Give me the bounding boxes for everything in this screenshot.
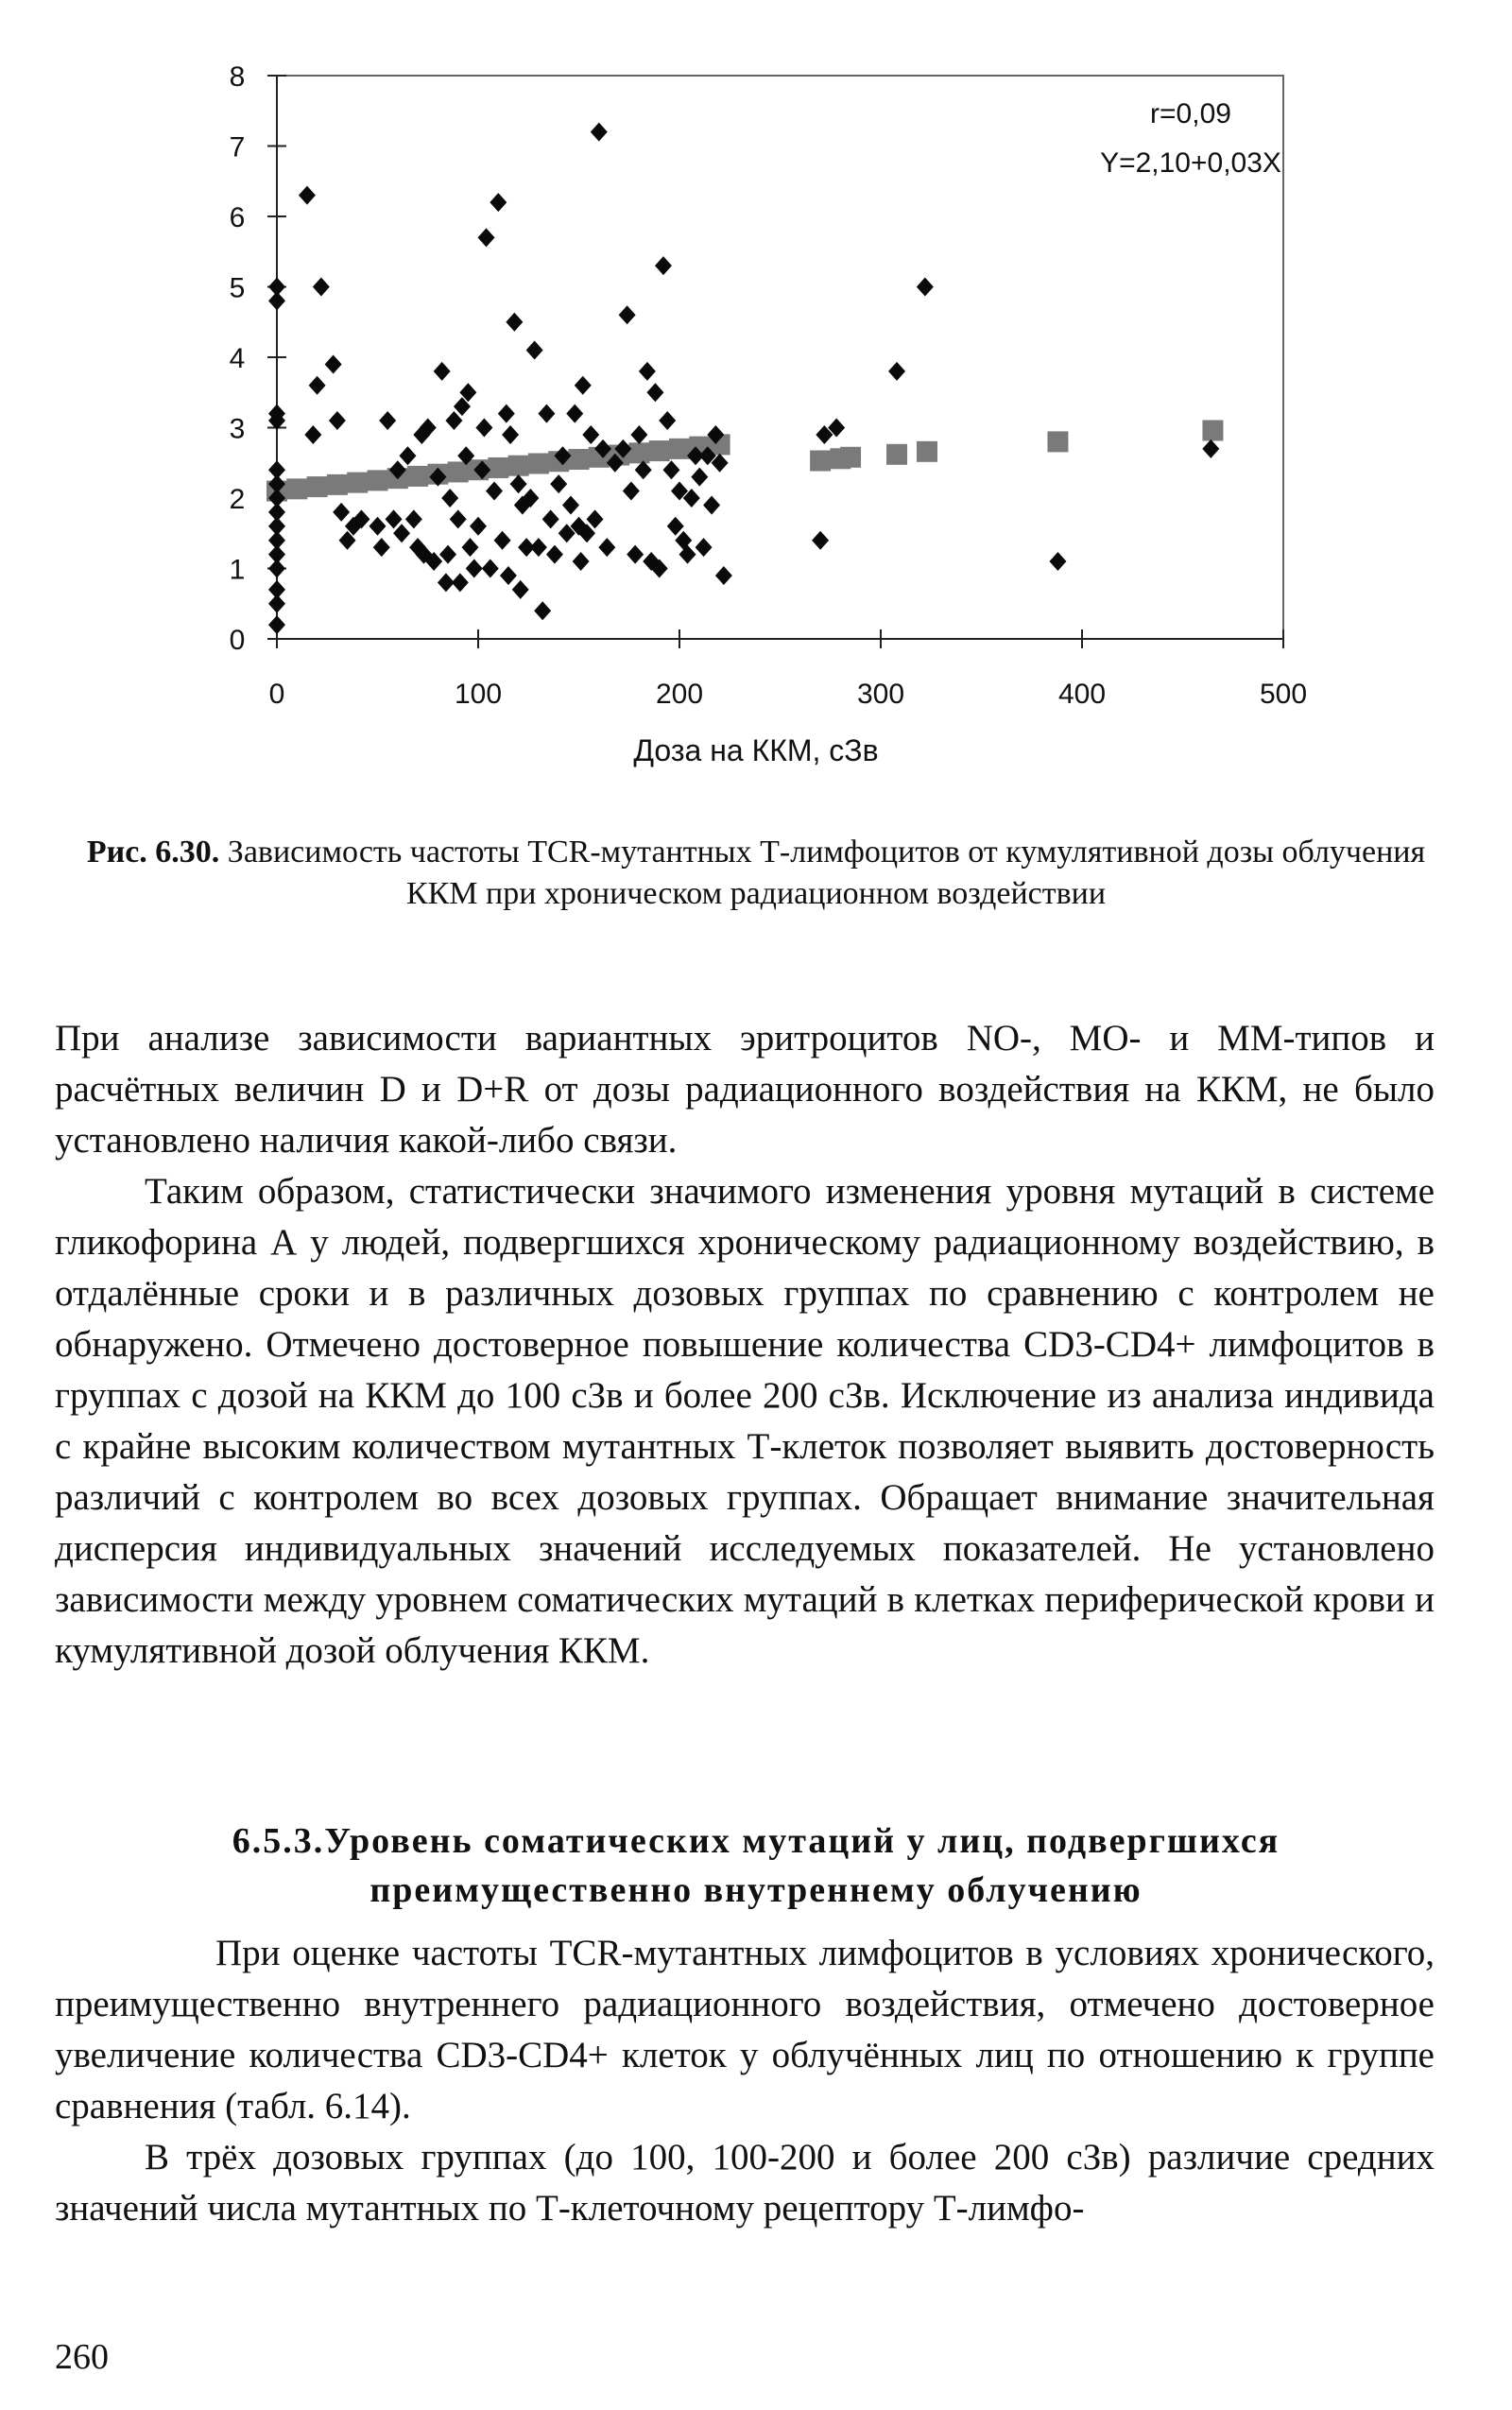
data-point [550, 474, 567, 493]
data-point [623, 482, 640, 501]
regression-point [508, 456, 529, 476]
regression-point [649, 440, 670, 461]
scatter-series [268, 123, 1219, 635]
data-point [582, 425, 599, 444]
data-point [667, 517, 684, 536]
x-axis-label: Доза на ККМ, сЗв [633, 733, 879, 767]
data-point [917, 278, 934, 297]
data-point [386, 509, 403, 528]
data-point [268, 460, 285, 479]
data-point [546, 545, 563, 564]
data-point [655, 256, 672, 275]
y-tick-label: 8 [229, 61, 246, 93]
data-point [325, 354, 342, 373]
data-point [304, 425, 321, 444]
data-point [566, 405, 583, 423]
data-point [490, 193, 507, 212]
data-point [675, 531, 692, 550]
data-point [502, 425, 519, 444]
data-point [439, 545, 456, 564]
data-point [1049, 552, 1066, 571]
regression-point [368, 470, 388, 491]
data-point [494, 531, 511, 550]
regression-point [669, 439, 690, 459]
data-point [530, 538, 547, 557]
y-tick-label: 7 [229, 131, 246, 164]
data-point [598, 538, 615, 557]
data-point [659, 411, 676, 430]
data-point [510, 474, 527, 493]
data-point [630, 425, 647, 444]
body-block-1 [55, 1013, 1435, 1677]
data-point [639, 362, 656, 381]
data-point [268, 615, 285, 634]
figure-caption-text: Зависимость частоты TCR-мутантных Т-лимфоцитов от кумулятивной дозы облучения ККМ при хроническом радиационном воздействии [219, 835, 1426, 911]
y-tick-label: 6 [229, 202, 246, 233]
x-tick-label: 400 [1057, 679, 1107, 710]
paragraph-3: При оценке частоты TCR-мутантных лимфоцитов в условиях хронического, преимущественно внутреннего радиационного воздействия, отмечено достоверное увеличение количества CD3-CD4+ клеток у облучённых лиц по отношению к группе сравнения (табл. 6.14). [55, 1933, 1435, 2126]
section-heading-line-1: 6.5.3.Уровень соматических мутаций у лиц, подвергшихся [232, 1821, 1280, 1861]
data-point [591, 123, 608, 142]
data-point [445, 411, 462, 430]
regression-point [886, 444, 907, 465]
data-point [696, 538, 713, 557]
data-point [587, 509, 604, 528]
data-point [441, 489, 458, 508]
data-point [506, 313, 523, 332]
data-point [619, 305, 636, 324]
data-point [512, 580, 529, 599]
data-point [715, 566, 732, 585]
regression-equation-annotation: Y=2,10+0,03X [1100, 147, 1281, 179]
data-point [498, 405, 515, 423]
data-point [538, 405, 555, 423]
data-point [1202, 439, 1219, 458]
data-point [268, 580, 285, 599]
data-point [562, 495, 579, 514]
regression-point [840, 447, 861, 468]
x-tick-label: 0 [268, 679, 285, 710]
regression-point [1202, 420, 1223, 440]
figure-caption [85, 832, 1427, 915]
x-tick-label: 200 [655, 679, 704, 710]
regression-point [307, 476, 328, 497]
x-tick-label: 300 [856, 679, 905, 710]
data-point [369, 517, 387, 536]
regression-point [286, 478, 307, 499]
regression-point [810, 451, 831, 472]
data-point [526, 341, 543, 360]
regression-point [407, 466, 428, 487]
data-point [268, 278, 285, 297]
data-point [575, 376, 592, 395]
data-point [313, 278, 330, 297]
correlation-annotation: r=0,09 [1150, 98, 1231, 129]
regression-point [327, 474, 348, 495]
regression-point [1047, 431, 1068, 452]
data-point [679, 545, 696, 564]
regression-point [569, 449, 590, 470]
y-tick-label: 5 [229, 272, 246, 304]
data-point [478, 228, 495, 247]
data-point [450, 509, 467, 528]
y-tick-label: 3 [229, 413, 246, 445]
figure-label: Рис. 6.30. [86, 835, 220, 869]
data-point [888, 362, 905, 381]
data-point [812, 531, 829, 550]
data-point [393, 524, 410, 542]
data-point [434, 362, 451, 381]
data-point [486, 482, 503, 501]
data-point [662, 460, 679, 479]
data-point [691, 468, 708, 487]
data-point [573, 552, 590, 571]
regression-point [528, 453, 549, 473]
page-number: 260 [55, 2337, 109, 2377]
y-tick-label: 1 [229, 554, 246, 586]
data-point [461, 538, 478, 557]
y-tick-label: 4 [229, 343, 246, 374]
data-point [500, 566, 517, 585]
y-tick-label: 2 [229, 484, 246, 515]
y-tick-label: 0 [229, 625, 246, 656]
data-point [379, 411, 396, 430]
data-point [703, 495, 720, 514]
paragraph-4: В трёх дозовых группах (до 100, 100-200 и более 200 сЗв) различие средних значений числа мутантных по Т-клеточному рецептору Т-лимфо- [55, 2137, 1435, 2229]
regression-point [917, 441, 937, 462]
scatter-chart [0, 0, 1512, 794]
paragraph-2: Таким образом, статистически значимого изменения уровня мутаций в системе гликофорина А у людей, подвергшихся хроническому радиационному воздействию, в отдалённые сроки и в различных дозовых группах по сравнению с контролем не обнаружено. Отмечено достоверное повышение количества CD3-CD4+ лимфоцитов в группах с дозой на ККМ до 100 сЗв и более 200 сЗв. Исключение из анализа индивида с крайне высоким количеством мутантных Т-клеток позволяет выявить достоверность различий с контролем во всех дозовых группах. Обращает внимание значительная дисперсия индивидуальных значений исследуемых показателей. Не установлено зависимости между уровнем соматических мутаций в клетках периферической крови и кумулятивной дозой облучения ККМ. [55, 1171, 1435, 1671]
data-point [482, 559, 499, 578]
data-point [466, 559, 483, 578]
regression-point [347, 473, 368, 493]
data-point [333, 503, 350, 522]
body-block-2 [55, 1928, 1435, 2234]
paragraph-1: При анализе зависимости вариантных эритроцитов NO-, МО- и ММ-типов и расчётных величин D и D+R от дозы радиационного воздействия на ККМ, не было установлено наличия какой-либо связи. [55, 1018, 1435, 1161]
regression-point [448, 461, 469, 482]
data-point [399, 446, 416, 465]
x-tick-label: 100 [454, 679, 503, 710]
data-point [405, 509, 422, 528]
data-point [470, 517, 487, 536]
data-point [646, 383, 663, 402]
data-point [534, 601, 551, 620]
data-point [475, 419, 492, 438]
data-point [373, 538, 390, 557]
data-point [452, 573, 469, 592]
data-point [329, 411, 346, 430]
data-point [542, 509, 559, 528]
section-heading-line-2: преимущественно внутреннему облучению [369, 1870, 1143, 1910]
regression-point [488, 457, 508, 478]
data-point [299, 186, 316, 205]
regression-point [628, 442, 649, 463]
x-tick-label: 500 [1259, 679, 1308, 710]
data-point [627, 545, 644, 564]
section-heading [94, 1816, 1418, 1915]
data-point [309, 376, 326, 395]
